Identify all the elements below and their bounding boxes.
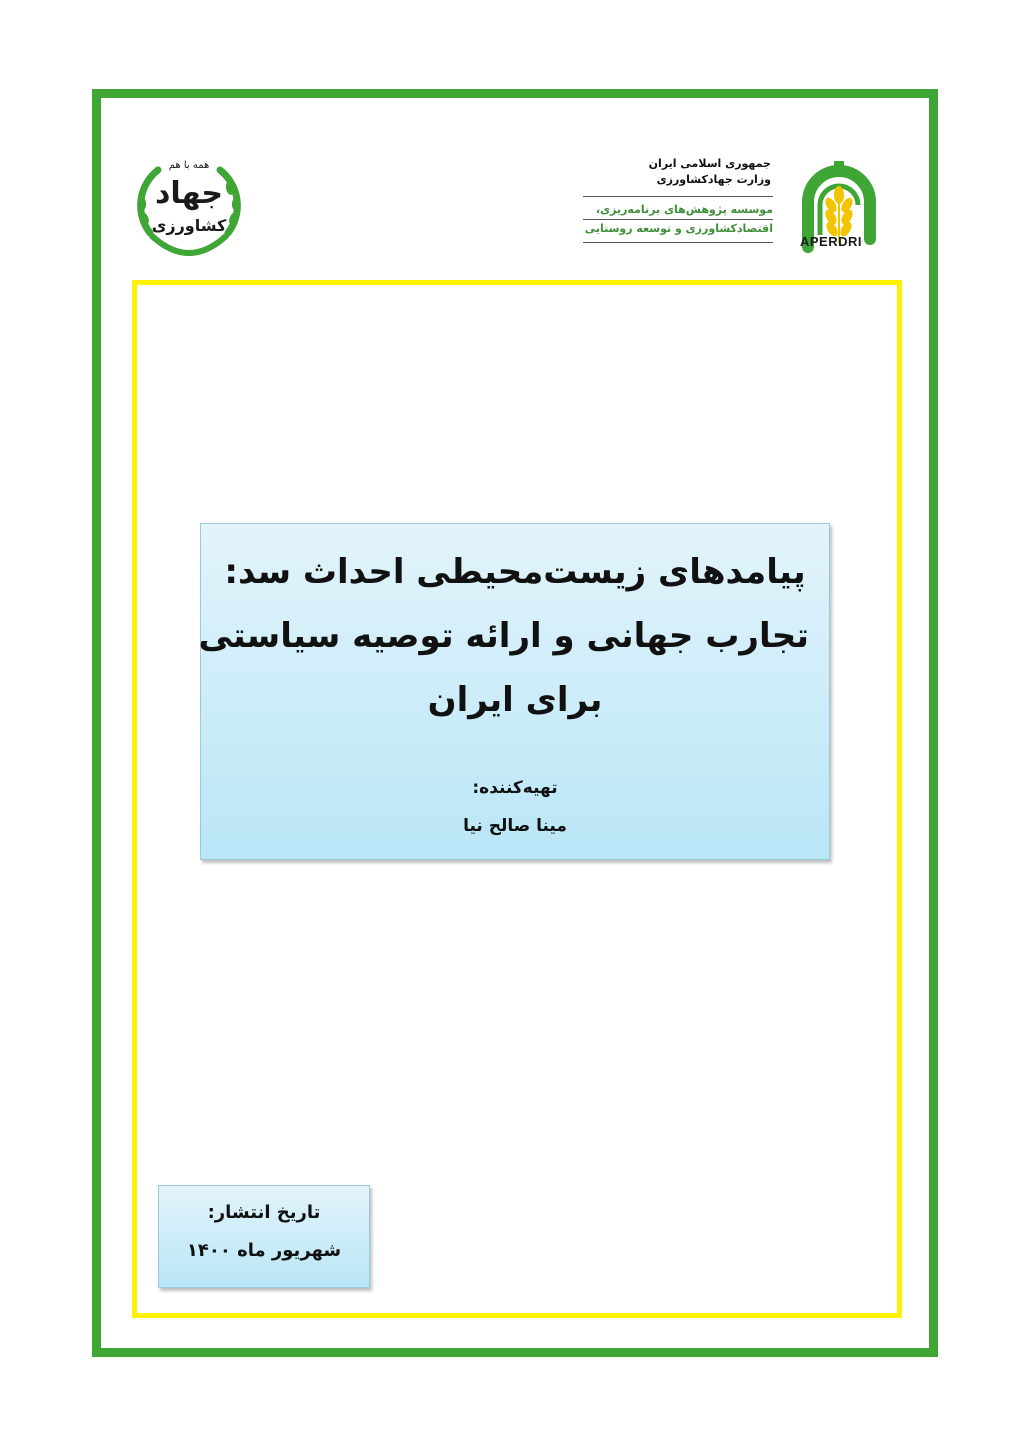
title-line-1: پیامدهای زیست‌محیطی احداث سد: bbox=[224, 552, 806, 592]
ministry-line-2: وزارت جهادکشاورزی bbox=[656, 173, 771, 186]
logo-title: جهاد bbox=[154, 176, 224, 211]
logo-motto: همه با هم bbox=[168, 160, 210, 171]
prepared-by-label: تهیه‌کننده: bbox=[472, 778, 558, 798]
jahad-keshavarzi-logo bbox=[130, 148, 248, 266]
author-name: مینا صالح نیا bbox=[463, 816, 567, 836]
title-line-3: برای ایران bbox=[427, 680, 603, 720]
publication-date-value: شهریور ماه ۱۴۰۰ bbox=[186, 1240, 342, 1261]
publication-date-label: تاریخ انتشار: bbox=[207, 1202, 321, 1223]
logo-subtitle: کشاورزی bbox=[151, 216, 227, 235]
ministry-heading bbox=[571, 156, 771, 188]
title-box bbox=[200, 523, 830, 860]
institute-line-2: اقتصادکشاورزی و توسعه روستایی bbox=[583, 219, 773, 238]
title-line-2: تجارب جهانی و ارائه توصیه سیاستی bbox=[198, 616, 809, 656]
institute-line-1: موسسه پژوهش‌های برنامه‌ریزی، bbox=[595, 203, 773, 216]
aperdri-label: APERDRI bbox=[800, 234, 863, 249]
publication-date-box bbox=[158, 1185, 370, 1288]
ministry-line-1: جمهوری اسلامی ایران bbox=[648, 157, 771, 170]
institute-name bbox=[583, 196, 773, 243]
